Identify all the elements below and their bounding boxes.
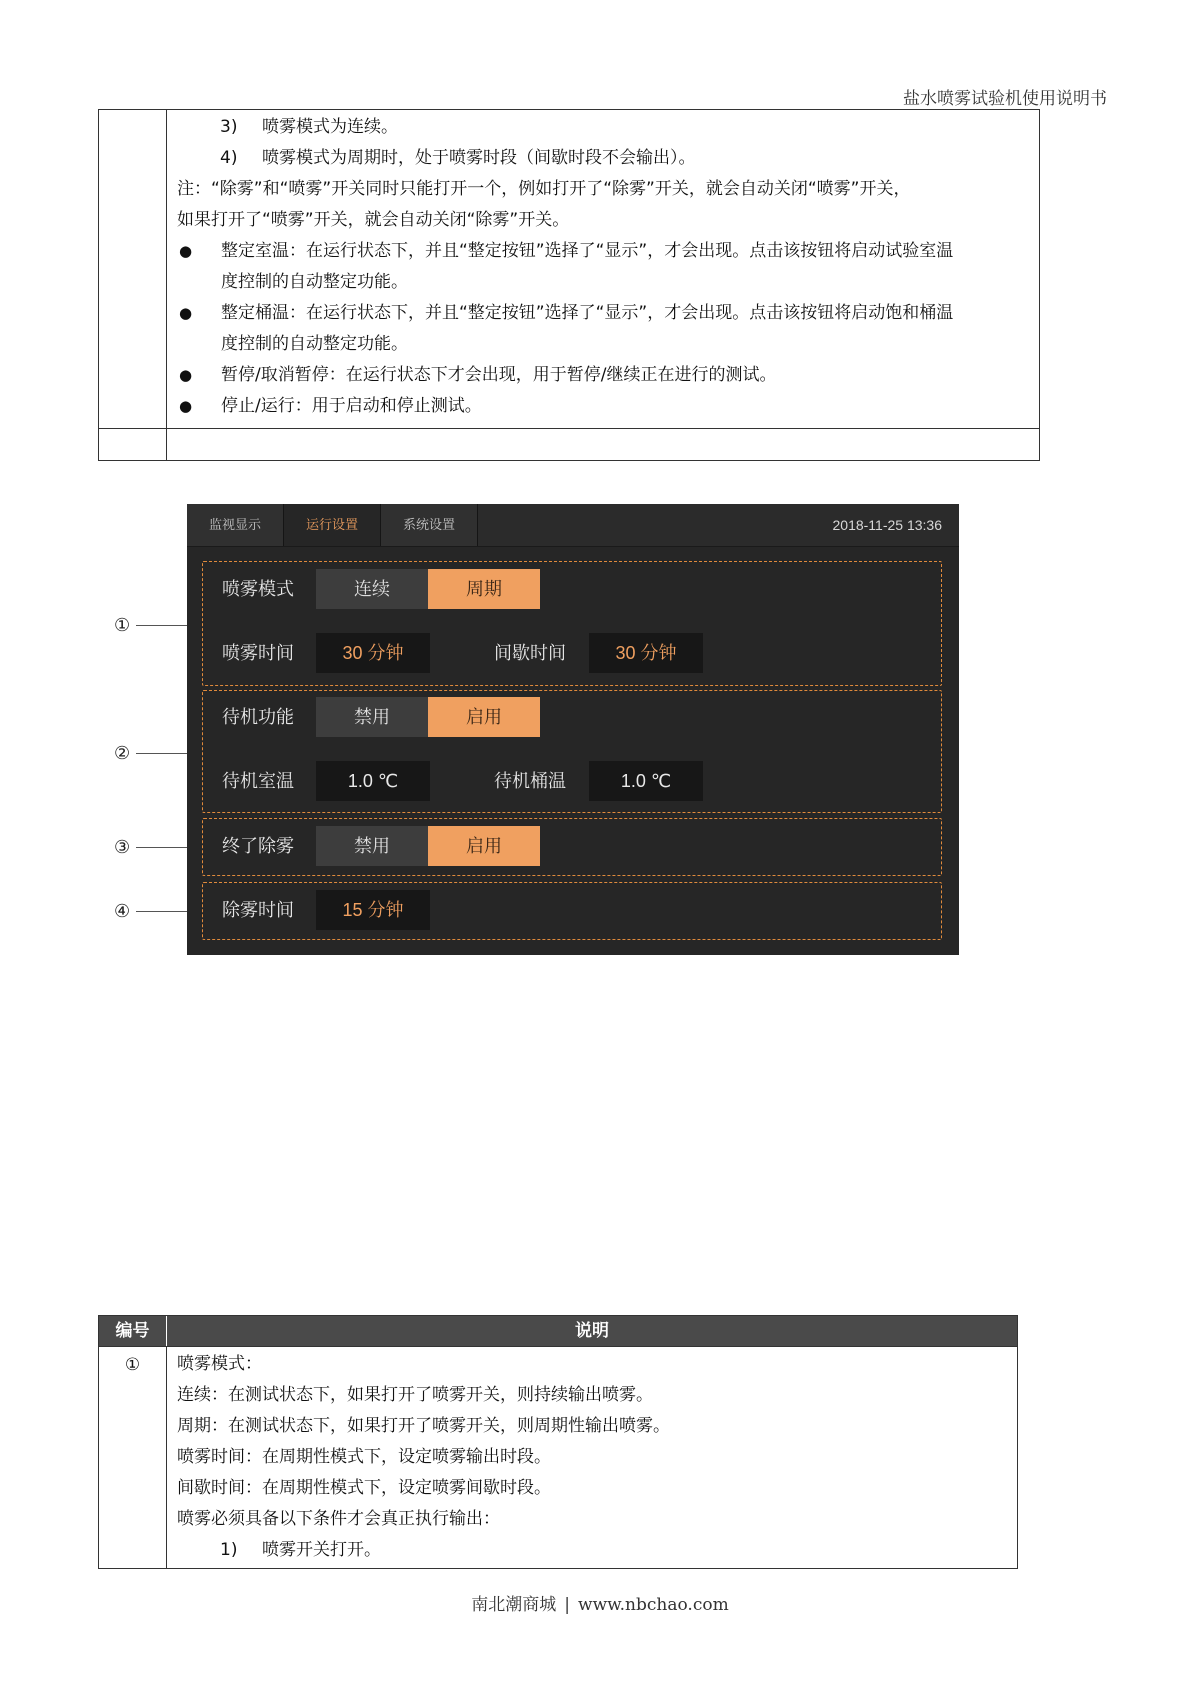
description-cell (167, 429, 1039, 460)
description-line: 喷雾必须具备以下条件才会真正执行输出： (177, 1509, 500, 1529)
tab-run-settings[interactable]: 运行设置 (284, 504, 381, 546)
spray-mode-label: 喷雾模式 (222, 579, 294, 599)
table-row (99, 1346, 1017, 1568)
callout-line (136, 911, 189, 912)
description-line: 喷雾时间：在周期性模式下，设定喷雾输出时段。 (177, 1447, 551, 1467)
callout-3 (114, 835, 189, 859)
spray-mode-continuous-button[interactable]: 连续 (316, 569, 428, 609)
table-header-row (99, 1316, 1017, 1346)
list-text: 喷雾开关打开。 (262, 1540, 381, 1560)
list-number: 1) (220, 1540, 238, 1560)
interval-time-label: 间歇时间 (494, 643, 566, 663)
bullet-text: 整定桶温：在运行状态下，并且“整定按钮”选择了“显示”，才会出现。点击该按钮将启动饱和桶温 (221, 303, 954, 323)
bullet-icon: ● (179, 242, 193, 260)
description-line: 间歇时间：在周期性模式下，设定喷雾间歇时段。 (177, 1478, 551, 1498)
callout-number: ① (114, 614, 131, 636)
description-line: 连续：在测试状态下，如果打开了喷雾开关，则持续输出喷雾。 (177, 1385, 653, 1405)
list-item (177, 143, 1029, 174)
callout-number: ③ (114, 836, 131, 858)
footer-url[interactable]: www.nbchao.com (578, 1595, 729, 1615)
bullet-text: 整定室温：在运行状态下，并且“整定按钮”选择了“显示”，才会出现。点击该按钮将启动试验室温 (221, 241, 954, 261)
defog-time-row (203, 890, 941, 930)
standby-toggle (316, 697, 540, 737)
end-defog-enable-button[interactable]: 启用 (428, 826, 540, 866)
list-number: 4) (220, 148, 238, 168)
table-row (99, 110, 1039, 428)
end-defog-disable-button[interactable]: 禁用 (316, 826, 428, 866)
callout-number: ② (114, 742, 131, 764)
list-text: 喷雾模式为周期时，处于喷雾时段（间歇时段不会输出）。 (262, 148, 696, 168)
description-table-continued (98, 109, 1040, 461)
number-cell (99, 110, 167, 428)
standby-group (202, 690, 942, 813)
header-description: 说明 (575, 1321, 609, 1341)
spray-time-label: 喷雾时间 (222, 643, 294, 663)
description-line: 周期：在测试状态下，如果打开了喷雾开关，则周期性输出喷雾。 (177, 1416, 670, 1436)
list-item (177, 1535, 1007, 1566)
spray-time-input[interactable]: 30 分钟 (316, 633, 430, 673)
standby-row (203, 697, 941, 737)
spray-time-row (203, 633, 941, 673)
description-line: 喷雾模式： (177, 1354, 262, 1374)
row-number: ① (99, 1347, 167, 1568)
end-defog-toggle (316, 826, 540, 866)
description-cell (167, 1347, 1017, 1568)
standby-room-temp-label: 待机室温 (222, 771, 294, 791)
end-defog-row (203, 826, 941, 866)
spray-mode-periodic-button[interactable]: 周期 (428, 569, 540, 609)
tab-monitor[interactable]: 监视显示 (187, 504, 284, 546)
standby-tank-temp-label: 待机桶温 (494, 771, 566, 791)
standby-room-temp-input[interactable]: 1.0 ℃ (316, 761, 430, 801)
defog-time-label: 除雾时间 (222, 900, 294, 920)
standby-temp-row (203, 761, 941, 801)
spray-mode-group (202, 561, 942, 686)
hmi-datetime: 2018-11-25 13:36 (832, 517, 942, 533)
bullet-item (177, 360, 1029, 391)
callout-2 (114, 741, 189, 765)
footer-separator: | (564, 1595, 571, 1615)
bullet-icon: ● (179, 366, 193, 384)
end-defog-label: 终了除雾 (222, 836, 294, 856)
page-footer (0, 1590, 1200, 1615)
standby-label: 待机功能 (222, 707, 294, 727)
bullet-text: 暂停/取消暂停：在运行状态下才会出现，用于暂停/继续正在进行的测试。 (221, 365, 777, 385)
number-cell (99, 429, 167, 460)
header-number: 编号 (99, 1316, 167, 1346)
note-line: 如果打开了“喷雾”开关，就会自动关闭“除雾”开关。 (177, 210, 570, 230)
document-title: 盐水喷雾试验机使用说明书 (903, 89, 1107, 109)
bullet-item (177, 391, 1029, 422)
standby-enable-button[interactable]: 启用 (428, 697, 540, 737)
callout-line (136, 847, 189, 848)
note-line: 注：“除雾”和“喷雾”开关同时只能打开一个，例如打开了“除雾”开关，就会自动关闭“喷雾”开关， (177, 179, 911, 199)
defog-time-group (202, 882, 942, 940)
tab-system-settings[interactable]: 系统设置 (381, 504, 478, 546)
callout-line (136, 625, 189, 626)
spray-mode-toggle (316, 569, 540, 609)
standby-tank-temp-input[interactable]: 1.0 ℃ (589, 761, 703, 801)
end-defog-group (202, 818, 942, 876)
bullet-text: 度控制的自动整定功能。 (221, 334, 408, 354)
bullet-icon: ● (179, 304, 193, 322)
bullet-item (177, 236, 1029, 298)
list-item (177, 112, 1029, 143)
standby-disable-button[interactable]: 禁用 (316, 697, 428, 737)
callout-4 (114, 899, 189, 923)
callout-number: ④ (114, 900, 131, 922)
bullet-icon: ● (179, 397, 193, 415)
list-number: 3) (220, 117, 238, 137)
hmi-run-settings-screen (187, 504, 959, 955)
defog-time-input[interactable]: 15 分钟 (316, 890, 430, 930)
bullet-text: 停止/运行：用于启动和停止测试。 (221, 396, 482, 416)
footer-site-name: 南北潮商城 (471, 1595, 557, 1615)
interval-time-input[interactable]: 30 分钟 (589, 633, 703, 673)
callout-line (136, 753, 189, 754)
callout-1 (114, 613, 189, 637)
description-table (98, 1315, 1018, 1569)
bullet-item (177, 298, 1029, 360)
spray-mode-row (203, 569, 941, 609)
description-cell (167, 110, 1039, 428)
table-row (99, 428, 1039, 460)
hmi-tab-bar (187, 504, 959, 547)
list-text: 喷雾模式为连续。 (262, 117, 398, 137)
bullet-text: 度控制的自动整定功能。 (221, 272, 408, 292)
